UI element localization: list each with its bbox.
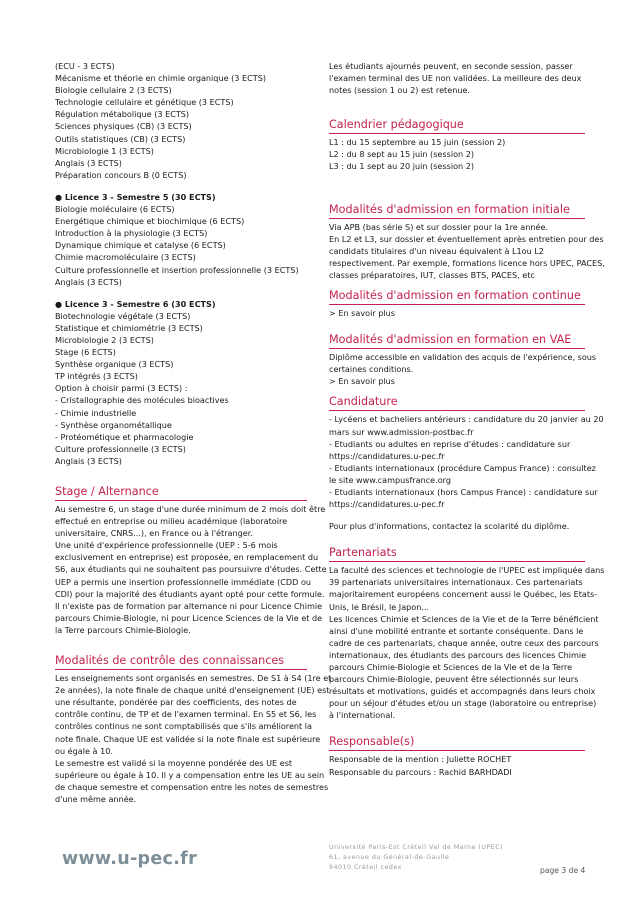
paragraph-line: L3 : du 1 sept au 20 juin (session 2)	[329, 161, 475, 172]
course-line: Préparation concours B (0 ECTS)	[55, 169, 187, 180]
paragraph-line: classes préparatoires, IUT, classes BTS, PACES, etc	[329, 269, 535, 280]
paragraph-line: - Lycéens et bacheliers antérieurs : candidature du 20 janvier au 20	[329, 414, 604, 425]
course-line: Biologie moléculaire (6 ECTS)	[55, 204, 175, 215]
course-line: Dynamique chimique et catalyse (6 ECTS)	[55, 240, 226, 251]
page-number: page 3 de 4	[540, 866, 586, 875]
course-line: Synthèse organique (3 ECTS)	[55, 359, 174, 370]
paragraph-line: à l'international.	[329, 710, 396, 721]
stage-heading: Stage / Alternance	[55, 485, 307, 501]
paragraph-line: Responsable du parcours : Rachid BARHDADI	[329, 766, 512, 777]
paragraph-line: - Etudiants internationaux (hors Campus France) : candidature sur	[329, 486, 598, 497]
course-line: (ECU - 3 ECTS)	[55, 61, 115, 71]
course-line: Biologie cellulaire 2 (3 ECTS)	[55, 85, 172, 96]
ajournes-block	[329, 60, 585, 96]
paragraph-line: mars sur www.admission-postbac.fr	[329, 426, 474, 437]
vae-section	[329, 333, 597, 387]
paragraph-line: internationaux, des étudiants des parcours des licences Chimie	[329, 649, 587, 660]
admission-continue-section	[329, 289, 585, 319]
course-line: TP intégrés (3 ECTS)	[55, 371, 138, 382]
semester-6-block	[55, 298, 307, 467]
right-column	[329, 60, 605, 778]
course-line: Culture professionnelle (3 ECTS)	[55, 443, 186, 454]
paragraph-line: Diplôme accessible en validation des acquis de l'expérience, sous	[329, 352, 597, 363]
semester-5-title: ● Licence 3 - Semestre 5 (30 ECTS)	[55, 191, 216, 202]
paragraph-line: d'une même année.	[55, 793, 137, 804]
course-line: Microbiologie 1 (3 ECTS)	[55, 145, 154, 156]
course-line: Technologie cellulaire et génétique (3 ECTS)	[55, 97, 234, 108]
paragraph-line: - Etudiants ou adultes en reprise d'études : candidature sur	[329, 438, 571, 449]
calendrier-heading: Calendrier pédagogique	[329, 118, 585, 134]
semester-5-block	[55, 191, 307, 288]
course-line: Option à choisir parmi (3 ECTS) :	[55, 383, 188, 394]
paragraph-line: Il n'existe pas de formation par alternance ni pour Licence Chimie	[55, 600, 323, 611]
course-line: - Cristallographie des molécules bioactives	[55, 395, 229, 406]
paragraph-line: contrôles continus ne sont comptabilisés que s'ils améliorent la	[55, 721, 313, 732]
course-line: Energétique chimique et biochimique (6 ECTS)	[55, 216, 245, 227]
paragraph-line: certaines conditions.	[329, 364, 414, 375]
responsable-section	[329, 735, 585, 777]
paragraph-line: Au semestre 6, un stage d'une durée minimum de 2 mois doit être	[55, 504, 326, 514]
intro-course-list	[55, 60, 307, 181]
more-info-link[interactable]: > En savoir plus	[329, 308, 395, 319]
paragraph-line: le site www.campusfrance.org	[329, 474, 452, 485]
paragraph-line: ou égale à 10.	[55, 745, 113, 756]
course-line: Introduction à la physiologie (3 ECTS)	[55, 228, 208, 239]
paragraph-line: cadre de ces partenariats, chaque année, outre ceux des parcours	[329, 637, 599, 648]
paragraph-line: parcours Chimie-Biologie, peuvent être sélectionnés sur leurs	[329, 674, 579, 685]
course-line: Anglais (3 ECTS)	[55, 455, 122, 466]
paragraph-line: L1 : du 15 septembre au 15 juin (session 2)	[329, 137, 506, 148]
course-line: Anglais (3 ECTS)	[55, 157, 122, 168]
paragraph-line: CDI) pour la majorité des étudiants ayant opté pour cette formule.	[55, 588, 325, 599]
controle-section	[55, 654, 332, 805]
course-line: Stage (6 ECTS)	[55, 347, 116, 358]
paragraph-line: 2e années), la note finale de chaque unité d'enseignement (UE) est	[55, 685, 330, 696]
calendrier-section	[329, 118, 585, 172]
responsable-heading: Responsable(s)	[329, 735, 585, 751]
paragraph-line: Le semestre est validé si la moyenne pondérée des UE est	[55, 757, 293, 768]
paragraph-line: https://candidatures.u-pec.fr	[329, 499, 445, 510]
admission-initiale-section	[329, 202, 605, 281]
course-line: Sciences physiques (CB) (3 ECTS)	[55, 121, 192, 132]
paragraph-line: respectivement. Par exemple, formations licence hors UPEC, PACES,	[329, 257, 605, 268]
paragraph-line: parcours Chimie-Biologie, ni pour Licence Sciences de la Vie et de	[55, 612, 323, 623]
more-info-link[interactable]: > En savoir plus	[329, 376, 395, 387]
paragraph-line: note finale. Chaque UE est validée si la note finale est supérieure	[55, 733, 321, 744]
controle-heading: Modalités de contrôle des connaissances	[55, 654, 307, 670]
paragraph-line: notes (session 1 ou 2) est retenue.	[329, 85, 471, 96]
paragraph-line: Unis, le Brésil, le Japon...	[329, 601, 430, 612]
left-column	[55, 60, 332, 805]
course-line: Culture professionnelle et insertion professionnelle (3 ECTS)	[55, 264, 299, 275]
paragraph-line: Responsable de la mention : Juliette ROCHET	[329, 754, 512, 765]
course-line: - Chimie industrielle	[55, 407, 137, 418]
paragraph-line: contrôle continu, de TP et de l'examen terminal. En S5 et S6, les	[55, 709, 317, 720]
paragraph-line: Les licences Chimie et Sciences de la Vie et de la Terre bénéficient	[329, 613, 599, 624]
paragraph-line: résultats et motivations, guidés et accompagnés dans leurs choix	[329, 686, 596, 697]
paragraph-line: Une unité d'expérience professionnelle (UEP : 5-6 mois	[55, 540, 278, 551]
partenariats-heading: Partenariats	[329, 546, 585, 562]
footer-url[interactable]: www.u-pec.fr	[62, 849, 198, 869]
course-line: Régulation métabolique (3 ECTS)	[55, 109, 190, 120]
candidature-heading: Candidature	[329, 395, 585, 411]
partenariats-section	[329, 546, 605, 721]
paragraph-line: En L2 et L3, sur dossier et éventuellement après entretien pour des	[329, 233, 604, 244]
footer-address-line: Université Paris-Est Créteil Val de Marne (UPEC)	[329, 844, 504, 851]
course-line: Mécanisme et théorie en chimie organique (3 ECTS)	[55, 73, 267, 84]
paragraph-line: exclusivement en entreprise) est proposée, en remplacement du	[55, 552, 319, 563]
paragraph-line: S6, aux étudiants qui ne souhaitent pas poursuivre d'études. Cette	[55, 564, 327, 575]
paragraph-line: l'examen terminal des UE non validées. La meilleure des deux	[329, 73, 582, 84]
paragraph-line: Les étudiants ajournés peuvent, en seconde session, passer	[329, 61, 573, 71]
admission-initiale-heading: Modalités d'admission en formation initiale	[329, 203, 585, 219]
admission-continue-heading: Modalités d'admission en formation continue	[329, 289, 585, 305]
paragraph-line: supérieure ou égale à 10. Il y a compensation entre les UE au sein	[55, 769, 325, 780]
paragraph-line: candidats titulaires d'un niveau équivalent à L1ou L2	[329, 245, 544, 256]
course-line: Anglais (3 ECTS)	[55, 276, 122, 287]
footer-address-line: 94010 Créteil cedex	[329, 864, 402, 871]
paragraph-line: Via APB (bas série S) et sur dossier pour la 1re année.	[329, 221, 549, 232]
paragraph-line: UEP a permis une insertion professionnelle immédiate (CDD ou	[55, 576, 312, 587]
footer-address-line: 61, avenue du Général-de-Gaulle	[329, 854, 450, 861]
footer-address	[329, 843, 503, 873]
semester-6-title: ● Licence 3 - Semestre 6 (30 ECTS)	[55, 298, 216, 309]
course-line: Microbiologie 2 (3 ECTS)	[55, 334, 154, 345]
paragraph-line: majoritairement européens concernent aussi le Québec, les Etats-	[329, 589, 598, 600]
candidature-note: Pour plus d'informations, contactez la scolarité du diplôme.	[329, 521, 570, 532]
paragraph-line: pour un séjour d'études et/ou un stage (laboratoire ou entreprise)	[329, 698, 597, 709]
course-line: - Protéométique et pharmacologie	[55, 431, 194, 442]
stage-section	[55, 485, 327, 636]
course-line: Statistique et chimiométrie (3 ECTS)	[55, 322, 203, 333]
paragraph-line: ainsi d'une mobilité entrante et sortante conséquente. Dans le	[329, 625, 584, 636]
vae-heading: Modalités d'admission en formation en VAE	[329, 333, 585, 349]
paragraph-line: effectué en entreprise ou milieu académique (laboratoire	[55, 516, 288, 527]
paragraph-line: L2 : du 8 sept au 15 juin (session 2)	[329, 149, 475, 160]
paragraph-line: parcours Chimie-Biologie et Sciences de la Vie et de la Terre	[329, 662, 573, 672]
paragraph-line: Les enseignements sont organisés en semestres. De S1 à S4 (1re et	[55, 673, 332, 684]
paragraph-line: de chaque semestre et compensation entre les notes de semestres	[55, 781, 329, 792]
paragraph-line: - Etudiants internationaux (procédure Campus France) : consultez	[329, 462, 596, 473]
course-line: - Synthèse organométallique	[55, 419, 172, 430]
paragraph-line: une résultante, pondérée par des coefficients, des notes de	[55, 697, 297, 708]
course-line: Outils statistiques (CB) (3 ECTS)	[55, 133, 186, 144]
paragraph-line: la Terre parcours Chimie-Biologie.	[55, 624, 191, 635]
paragraph-line: La faculté des sciences et technologie de l'UPEC est impliquée dans	[329, 565, 605, 576]
paragraph-line: universitaire, CNRS...), en France ou à l'étranger.	[55, 528, 253, 539]
course-line: Chimie macromoléculaire (3 ECTS)	[55, 252, 196, 263]
candidature-section	[329, 395, 604, 532]
course-line: Biotechnologie végétale (3 ECTS)	[55, 310, 191, 321]
paragraph-line: 39 partenariats universitaires internationaux. Ces partenariats	[329, 577, 583, 588]
paragraph-line: https://candidatures.u-pec.fr	[329, 450, 445, 461]
